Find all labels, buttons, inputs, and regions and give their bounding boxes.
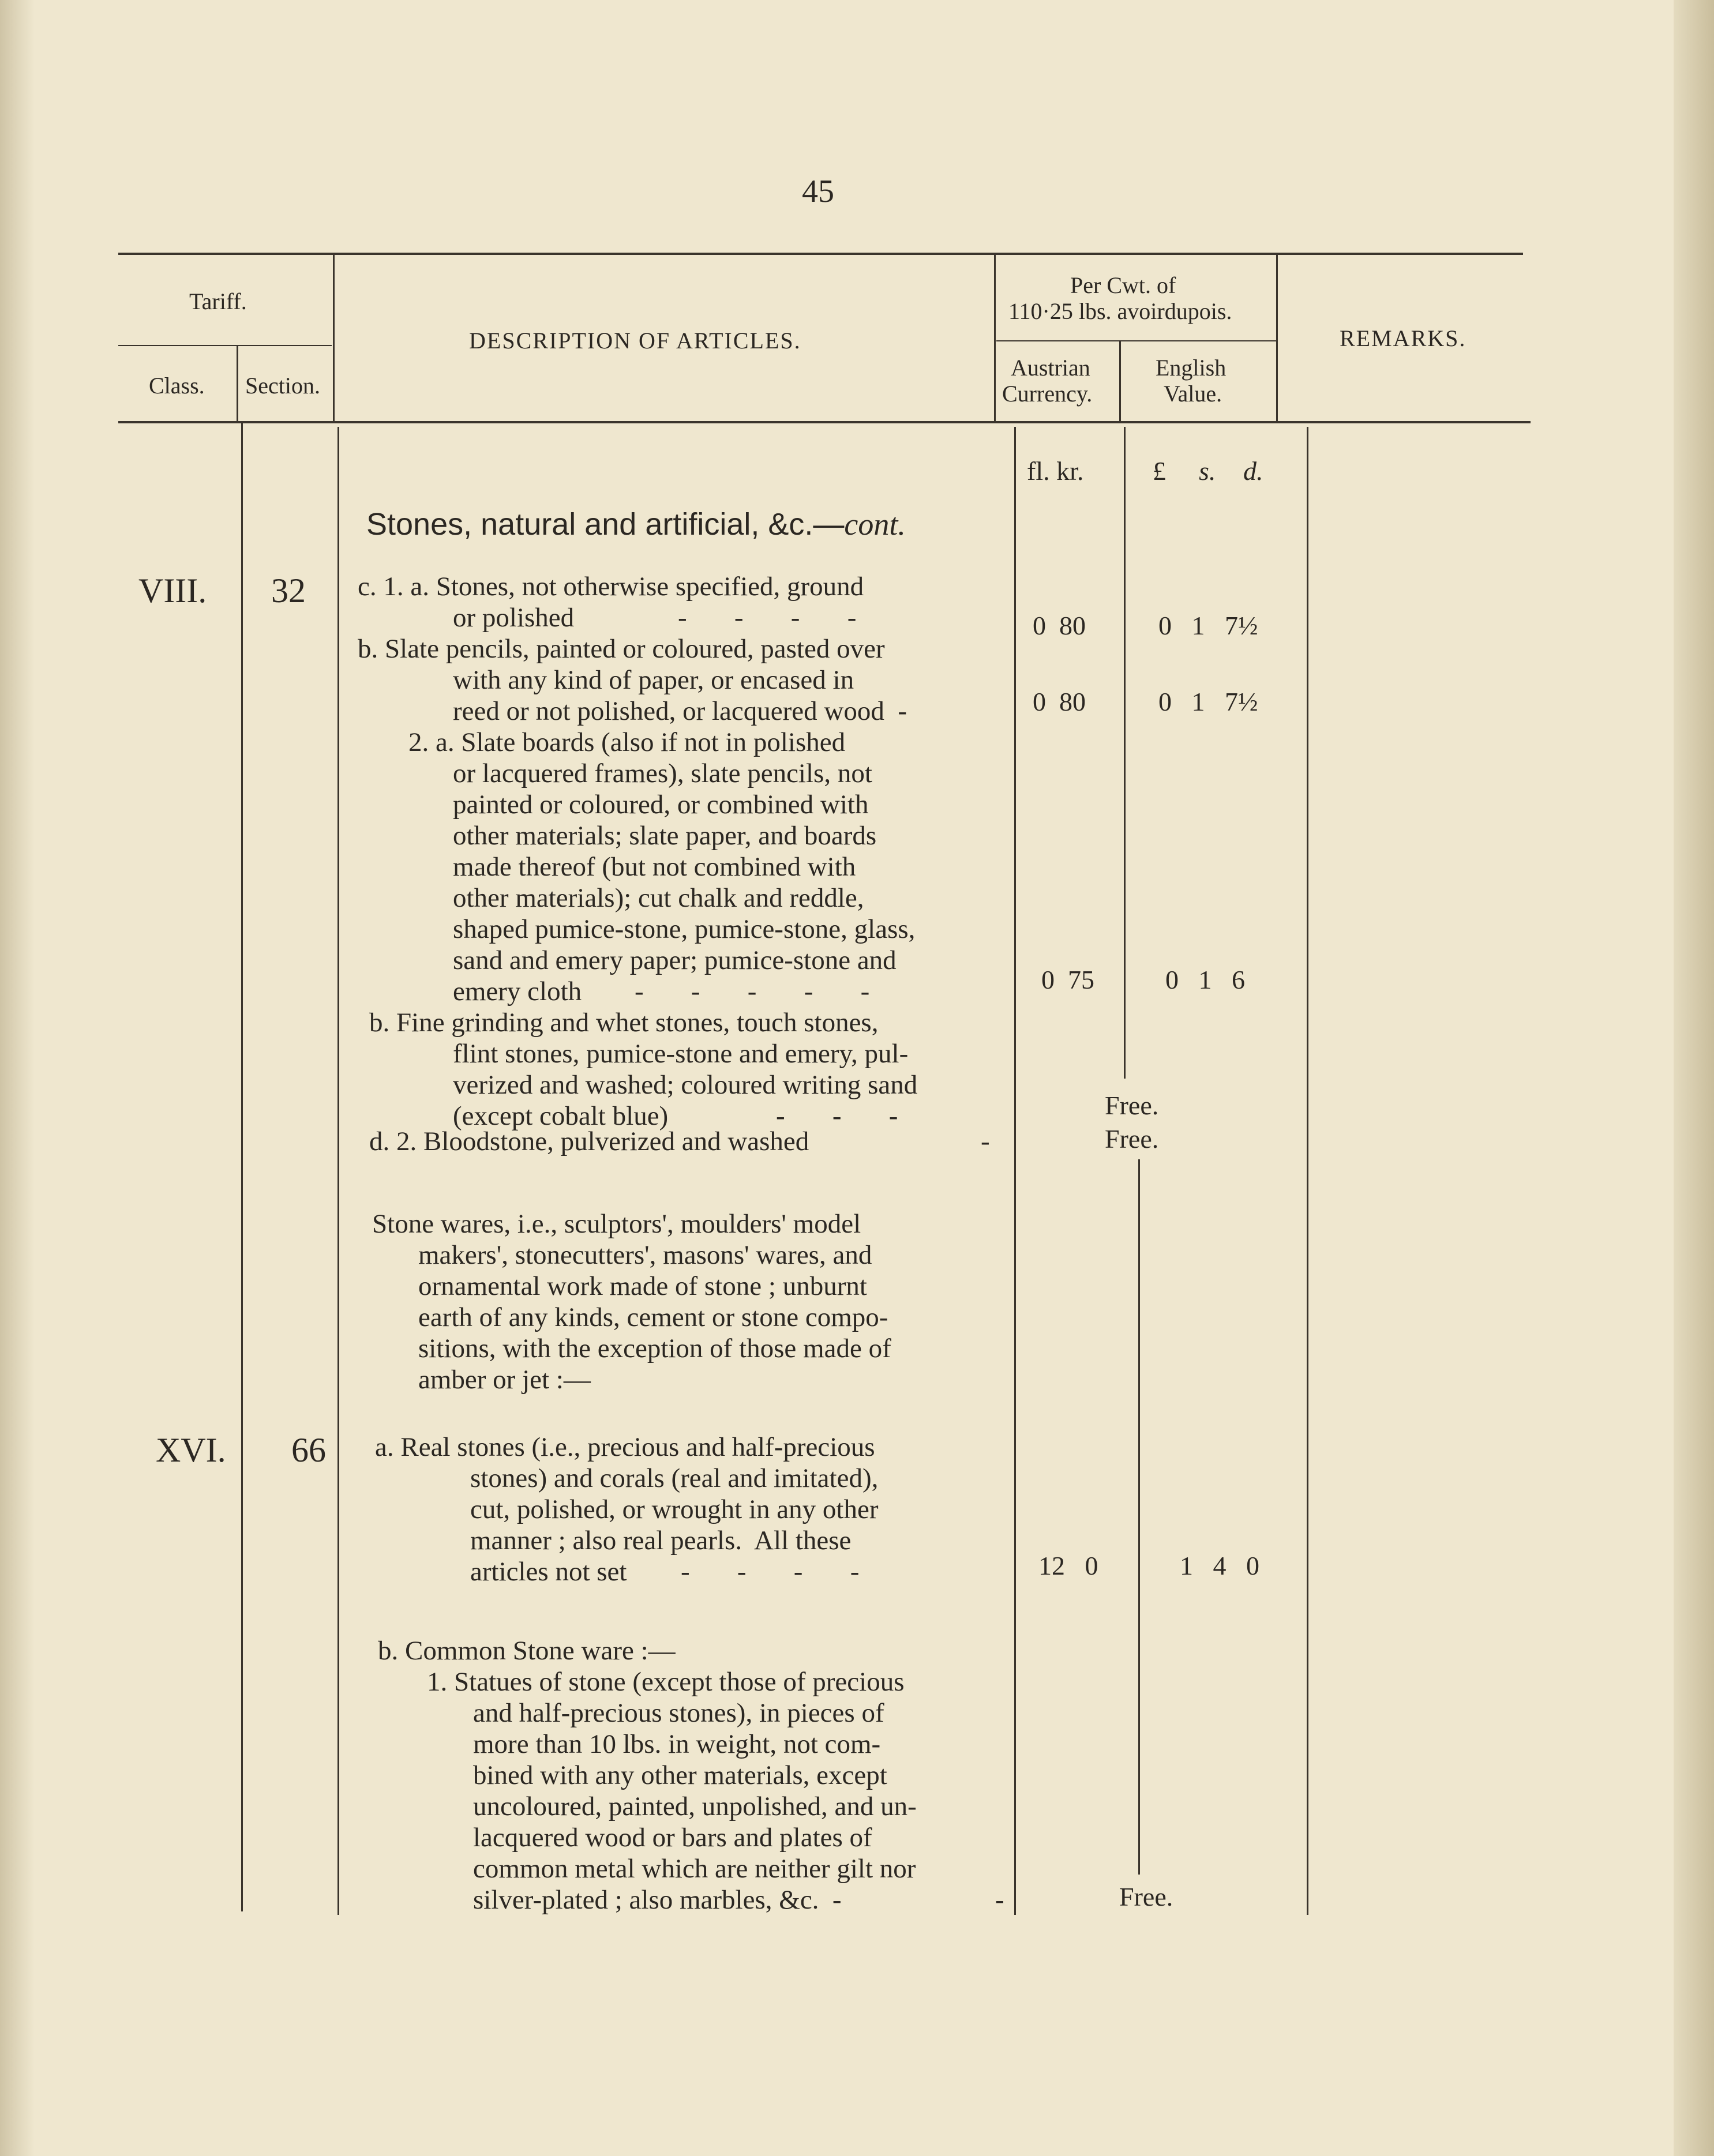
item-2a-line2: or lacquered frames), slate pencils, not [453,758,872,788]
item-d2-value: Free. [1105,1124,1159,1154]
units-pound: £ [1153,456,1166,486]
body-vrule-austrian [1124,427,1126,1079]
header-austrian-2: Currency. [1002,381,1093,407]
item-2a-line5: made thereof (but not combined with [453,852,856,882]
item-b-line3: reed or not polished, or lacquered wood - [453,696,907,726]
item-b-austrian: 0 80 [1033,687,1086,716]
item-2a-austrian: 0 75 [1041,965,1094,994]
item-2a-line6: other materials); cut chalk and reddle, [453,883,864,913]
item-2a-line8: sand and emery paper; pumice-stone and [453,945,897,975]
item-2a-english: 0 1 6 [1165,965,1245,994]
item-b2-dashes: - - - [776,1101,898,1131]
item-2a-line7: shaped pumice-stone, pumice-stone, glass, [453,914,916,944]
real-stones-line5: articles not set [470,1557,627,1587]
item-d2-dash: - [981,1126,990,1156]
header-vrule-section [333,255,335,422]
header-per-cwt-2: 110·25 lbs. avoirdupois. [1008,298,1232,324]
common-stone-line2: 1. Statues of stone (except those of precious [427,1667,905,1697]
item-d2-line1: d. 2. Bloodstone, pulverized and washed [369,1126,809,1156]
item-c1a-english: 0 1 7½ [1158,611,1258,640]
common-stone-line6: uncoloured, painted, unpolished, and un- [473,1791,917,1821]
item-2a-dashes: - - - - - [635,976,870,1006]
item-b-line2: with any kind of paper, or encased in [453,665,854,695]
item-2a-line3: painted or coloured, or combined with [453,790,869,820]
body-vrule-english [1138,1159,1140,1875]
units-shillings: s. [1199,456,1216,486]
header-vrule-austrian [1119,341,1121,422]
item-2a-line4: other materials; slate paper, and boards [453,821,877,851]
common-stone-line8: common metal which are neither gilt nor [473,1854,916,1884]
section-heading-text: Stones, natural and artificial, &c.— [366,507,845,542]
body-vrule-section [337,427,339,1915]
section-heading-cont: cont. [844,507,906,542]
header-class: Class. [149,373,205,399]
stone-wares-line3: ornamental work made of stone ; unburnt [418,1271,867,1301]
item-b-line1: b. Slate pencils, painted or coloured, pasted over [358,634,885,664]
class-viii: VIII. [138,572,207,610]
header-austrian-1: Austrian [1011,355,1090,381]
common-stone-line3: and half-precious stones), in pieces of [473,1698,884,1728]
header-per-cwt-1: Per Cwt. of [1070,272,1176,298]
real-stones-line1: a. Real stones (i.e., precious and half-precious [375,1432,875,1462]
item-b2-line3: verized and washed; coloured writing sand [453,1070,918,1100]
common-stone-line4: more than 10 lbs. in weight, not com- [473,1729,881,1759]
real-stones-line4: manner ; also real pearls. All these [470,1526,852,1556]
item-b-english: 0 1 7½ [1158,687,1258,716]
item-b2-line2: flint stones, pumice-stone and emery, pul- [453,1039,909,1069]
item-b2-line4: (except cobalt blue) [453,1101,669,1131]
item-c1a-line1: c. 1. a. Stones, not otherwise specified, ground [358,572,864,602]
body-vrule-desc [1014,427,1016,1915]
real-stones-line2: stones) and corals (real and imitated), [470,1463,879,1493]
item-c1a-austrian: 0 80 [1033,611,1086,640]
units-pence: d. [1243,456,1263,486]
header-vrule-class [237,346,238,422]
body-vrule-class [241,423,243,1911]
section-66: 66 [291,1431,326,1469]
common-stone-line1: b. Common Stone ware :— [378,1636,676,1666]
item-b2-line1: b. Fine grinding and whet stones, touch stones, [369,1008,879,1038]
common-stone-line5: bined with any other materials, except [473,1760,887,1790]
item-b2-value: Free. [1105,1091,1159,1120]
tariff-divider-rule [118,345,332,346]
table-top-rule [118,253,1523,255]
per-cwt-divider-rule [996,340,1276,341]
stone-wares-line1: Stone wares, i.e., sculptors', moulders' model [372,1209,861,1239]
item-c1a-dashes: - - - - [678,603,857,633]
section-heading [366,506,906,542]
stone-wares-line6: amber or jet :— [418,1365,591,1395]
item-2a-line9: emery cloth [453,976,582,1006]
item-2a-line1: 2. a. Slate boards (also if not in polished [408,727,846,757]
section-32: 32 [271,572,306,610]
body-vrule-remarks [1307,427,1308,1915]
units-austrian: fl. kr. [1027,456,1084,486]
header-vrule-desc [994,255,996,422]
real-stones-dashes: - - - - [681,1557,860,1587]
header-english-2: Value. [1164,381,1222,407]
header-section: Section. [245,373,320,399]
header-description: DESCRIPTION OF ARTICLES. [469,328,801,354]
item-c1a-line2: or polished [453,603,575,633]
header-tariff: Tariff. [189,288,247,314]
class-xvi: XVI. [156,1431,226,1469]
header-english-1: English [1156,355,1227,381]
page-number: 45 [802,174,834,209]
header-vrule-remarks [1276,255,1278,422]
real-stones-austrian: 12 0 [1038,1551,1098,1580]
stone-wares-line2: makers', stonecutters', masons' wares, and [418,1240,872,1270]
real-stones-english: 1 4 0 [1180,1551,1259,1580]
stone-wares-line5: sitions, with the exception of those made of [418,1334,891,1364]
real-stones-line3: cut, polished, or wrought in any other [470,1494,879,1524]
common-stone-line7: lacquered wood or bars and plates of [473,1823,872,1853]
stone-wares-line4: earth of any kinds, cement or stone compo- [418,1302,888,1332]
header-bottom-rule [118,421,1531,423]
common-stone-line9: silver-plated ; also marbles, &c. - [473,1885,842,1915]
common-stone-value: Free. [1119,1882,1173,1911]
header-remarks: REMARKS. [1340,325,1467,351]
common-stone-dash: - [995,1885,1004,1915]
